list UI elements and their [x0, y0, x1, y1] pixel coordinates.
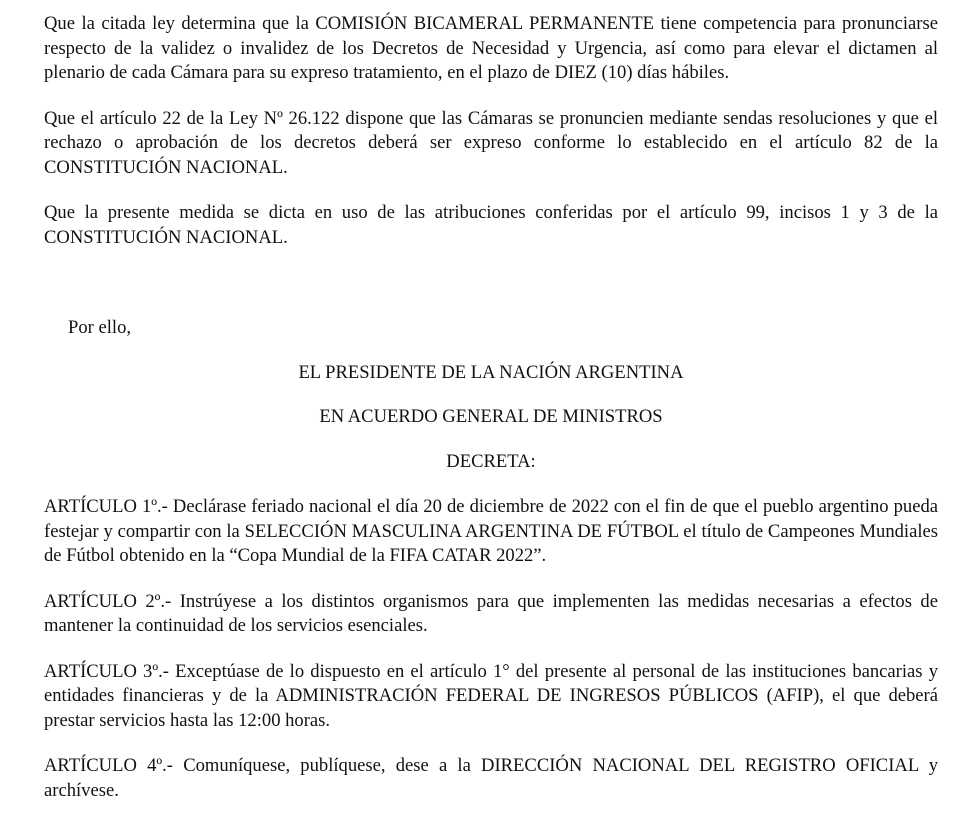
articulo-2-paragraph: ARTÍCULO 2º.- Instrúyese a los distintos organismos para que implementen las medidas necesarias a efectos de mantener la continuidad de los servicios esenciales. [44, 590, 938, 636]
considerando-paragraph-2: Que el artículo 22 de la Ley Nº 26.122 dispone que las Cámaras se pronuncien mediante sendas resoluciones y que el rechazo o aprobación de los decretos deberá ser expreso conforme lo establecido en el artículo 82 de la CONSTITUCIÓN NACIONAL. [44, 107, 938, 178]
heading-presidente: EL PRESIDENTE DE LA NACIÓN ARGENTINA [298, 361, 684, 383]
articulo-3-paragraph: ARTÍCULO 3º.- Exceptúase de lo dispuesto en el artículo 1° del presente al personal de las instituciones bancarias y entidades financieras y de la ADMINISTRACIÓN FEDERAL DE INGRESOS PÚBLICOS (AFIP), el que deberá prestar servicios hasta las 12:00 horas. [44, 660, 938, 731]
considerando-paragraph-3: Que la presente medida se dicta en uso de las atribuciones conferidas por el artículo 99, incisos 1 y 3 de la CONSTITUCIÓN NACIONAL. [44, 202, 938, 248]
articulo-4-paragraph: ARTÍCULO 4º.- Comuníquese, publíquese, dese a la DIRECCIÓN NACIONAL DEL REGISTRO OFICIAL y archívese. [44, 755, 938, 801]
heading-decreta: DECRETA: [446, 450, 536, 472]
articulo-1-paragraph: ARTÍCULO 1º.- Declárase feriado nacional el día 20 de diciembre de 2022 con el fin de que el pueblo argentino pueda festejar y compartir con la SELECCIÓN MASCULINA ARGENTINA DE FÚTBOL el título de Campeones Mundiales de Fútbol obtenido en la “Copa Mundial de la FIFA CATAR 2022”. [44, 496, 938, 566]
considerando-paragraph-1: Que la citada ley determina que la COMISIÓN BICAMERAL PERMANENTE tiene competencia para pronunciarse respecto de la validez o invalidez de los Decretos de Necesidad y Urgencia, así como para elevar el dictamen al plenario de cada Cámara para su expreso tratamiento, en el plazo de DIEZ (10) días hábiles. [44, 13, 938, 83]
heading-acuerdo: EN ACUERDO GENERAL DE MINISTROS [319, 406, 663, 427]
por-ello-text: Por ello, [68, 317, 132, 338]
